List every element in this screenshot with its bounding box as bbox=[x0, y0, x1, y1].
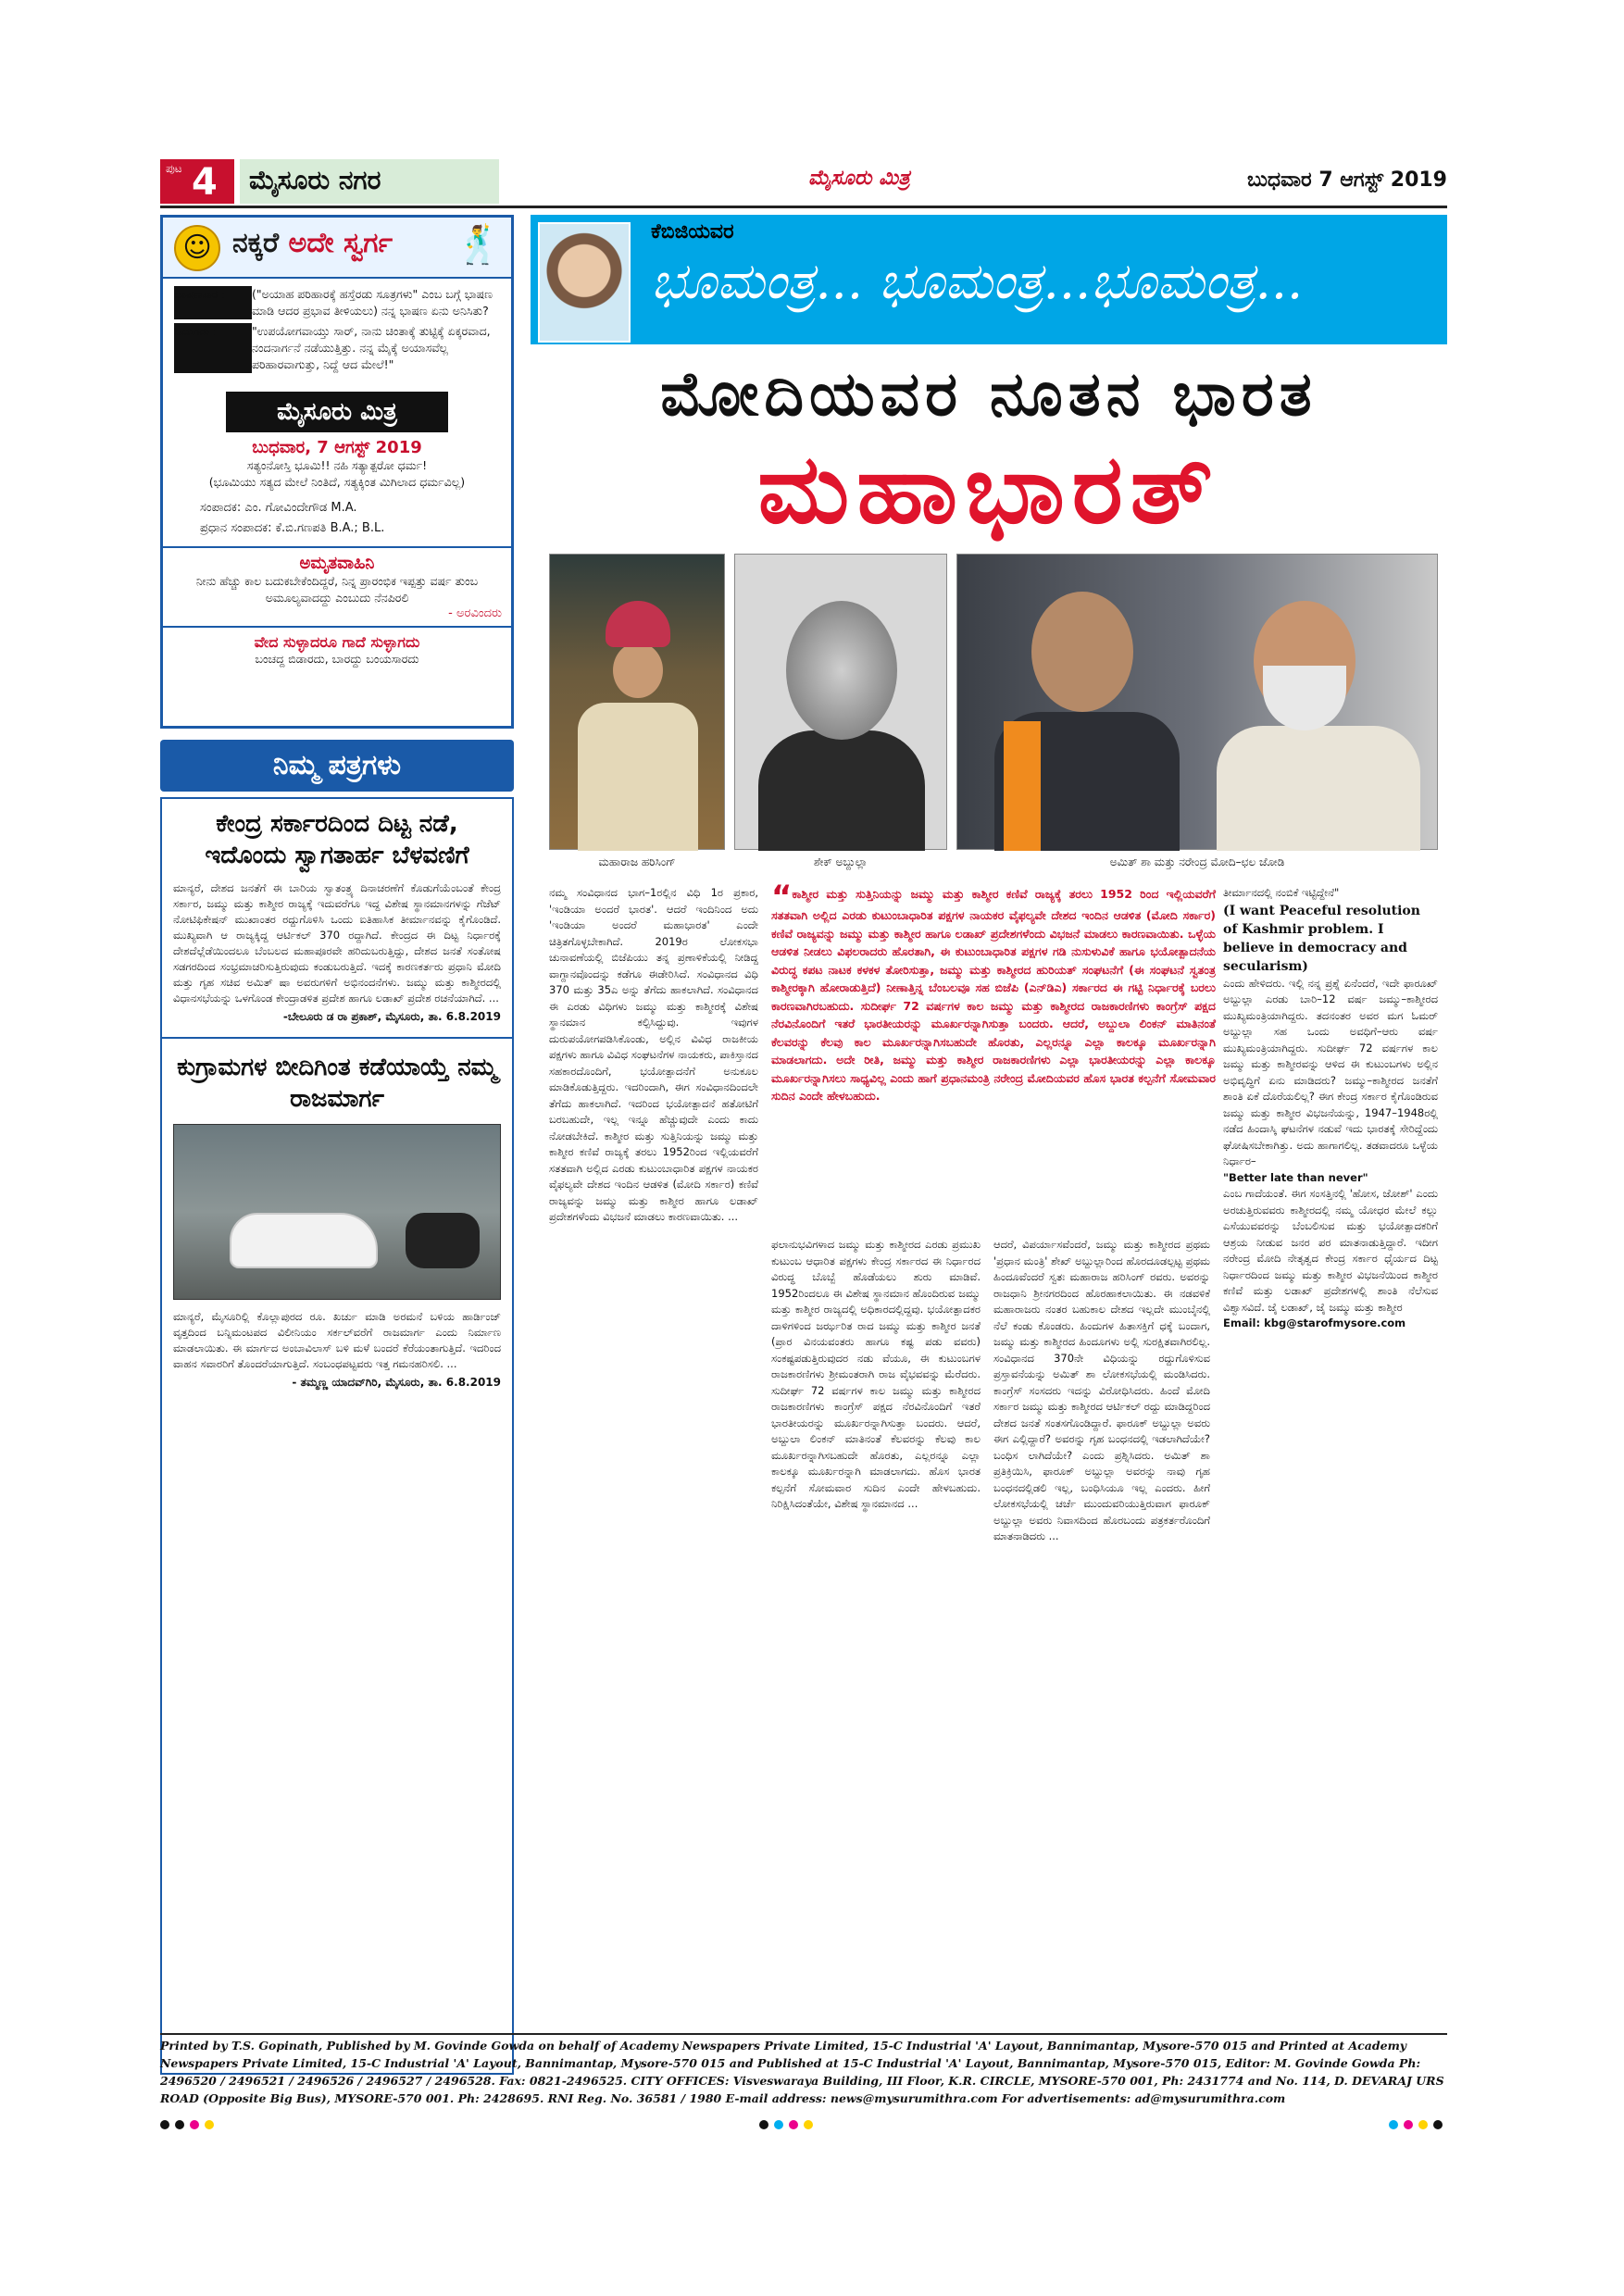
street-photo bbox=[173, 1124, 501, 1300]
letter-1-body: ಮಾನ್ಯರೆ, ದೇಶದ ಜನತೆಗೆ ಈ ಬಾರಿಯ ಸ್ವಾತಂತ್ರ್ಯ ದಿನಾಚರಣೆಗೆ ಕೊಡುಗೆಯೆಂಬಂತೆ ಕೇಂದ್ರ ಸರ್ಕಾರ, ಜಮ್ಮು ಮತ್ತು ಕಾಶ್ಮೀರ ರಾಜ್ಯಕ್ಕೆ ಇದುವರೆಗೂ ಇದ್ದ ವಿಶೇಷ ಸ್ಥಾನಮಾನಗಳನ್ನು ಗೆಜೆಟ್ ನೋಟಿಫಿಕೇಷನ್ ಮುಖಾಂತರ ರದ್ದುಗೊಳಿಸಿ ಒಂದು ಐತಿಹಾಸಿಕ ತೀರ್ಮಾನವನ್ನು ಕೈಗೊಂಡಿದೆ. ಮುಖ್ಯವಾಗಿ ಆ ರಾಜ್ಯಕ್ಕಿದ್ದ ಆರ್ಟಿಕಲ್ 370 ರದ್ದಾಗಿದೆ. ಕೇಂದ್ರದ ಈ ದಿಟ್ಟ ನಿರ್ಧಾರಕ್ಕೆ ದೇಶದೆಲ್ಲೆಡೆಯಿಂದಲೂ ಬೆಂಬಲದ ಮಹಾಪೂರವೇ ಹರಿದುಬರುತ್ತಿದ್ದು, ದೇಶದ ಜನತೆ ಸಂತೋಷ ಸಡಗರದಿಂದ ಸಂಭ್ರಮಾಚರಿಸುತ್ತಿರುವುದು ಕಂಡುಬರುತ್ತಿದೆ. ಇದಕ್ಕೆ ಕಾರಣಕರ್ತರು ಪ್ರಧಾನಿ ಮೋದಿ ಮತ್ತು ಗೃಹ ಸಚಿವ ಅಮಿತ್ ಷಾ ಅವರುಗಳಿಗೆ ಅಭಿನಂದನೆಗಳು. ಜಮ್ಮು ಮತ್ತು ಕಾಶ್ಮೀರದಲ್ಲಿ ವಿಧಾನಸಭೆಯನ್ನು ಒಳಗೊಂಡ ಕೇಂದ್ರಾಡಳಿತ ಪ್ರದೇಶ ಹಾಗೂ ಲಡಾಖ್ ಪ್ರದೇಶ ರಚನೆಯಾಗಿದೆ. ... bbox=[173, 881, 501, 1004]
headline: ಮೋದಿಯವರ ನೂತನ ಭಾರತ bbox=[660, 357, 1318, 430]
amrutavahini-box: ಅಮೃತವಾಹಿನಿ ನೀನು ಹೆಚ್ಚು ಕಾಲ ಬದುಕಬೇಕೆಂದಿದ್ದರೆ, ನಿನ್ನ ಪ್ರಾರಂಭಿಕ ಇಪ್ಪತ್ತು ವರ್ಷ ತುಂಬ ಅಮೂಲ್ಯವಾದದ್ದು ಎಂಬುದು ನೆನಪಿರಲಿ - ಅರವಿಂದರು bbox=[163, 546, 511, 626]
color-registration-marks bbox=[160, 2115, 219, 2133]
story-column-4: ತೀರ್ಮಾನದಲ್ಲಿ ನಂಬಿಕೆ ಇಟ್ಟಿದ್ದೇನೆ" (I want Peaceful resolution of Kashmir problem. I believe in democracy and secularism) ಎಂದು ಹೇಳಿದರು. ಇಲ್ಲಿ ನನ್ನ ಪ್ರಶ್ನೆ ಏನೆಂದರೆ, ಇದೇ ಫಾರೂಖ್ ಅಬ್ದುಲ್ಲಾ ಎರಡು ಬಾರಿ–12 ವರ್ಷ ಜಮ್ಮು–ಕಾಶ್ಮೀರದ ಮುಖ್ಯಮಂತ್ರಿಯಾಗಿದ್ದರು. ತದನಂತರ ಅವರ ಮಗ ಓಮರ್ ಅಬ್ದುಲ್ಲಾ ಸಹ ಒಂದು ಅವಧಿಗೆ–ಆರು ವರ್ಷ ಮುಖ್ಯಮಂತ್ರಿಯಾಗಿದ್ದರು. ಸುದೀರ್ಘ 72 ವರ್ಷಗಳ ಕಾಲ ಜಮ್ಮು ಮತ್ತು ಕಾಶ್ಮೀರವನ್ನು ಆಳಿದ ಈ ಕುಟುಂಬಗಳು ಅಲ್ಲಿನ ಅಭಿವೃದ್ಧಿಗೆ ಏನು ಮಾಡಿದರು? ಜಮ್ಮು–ಕಾಶ್ಮೀರದ ಜನತೆಗೆ ಶಾಂತಿ ಏಕೆ ದೊರೆಯಲಿಲ್ಲ? ಈಗ ಕೇಂದ್ರ ಸರ್ಕಾರ ಕೈಗೊಂಡಿರುವ ಜಮ್ಮು ಮತ್ತು ಕಾಶ್ಮೀರ ವಿಭಜನೆಯನ್ನು, 1947–1948ರಲ್ಲಿ ನಡೆದ ಹಿಂದಾಸ್ಕಿ ಘಟನೆಗಳ ನಡುವೆ ಇದು ಭಾರತಕ್ಕೆ ಸೇರಿದ್ದೆಂದು ಘೋಷಿಸಬೇಕಾಗಿತ್ತು. ಅದು ಹಾಗಾಗಲಿಲ್ಲ. ತಡವಾದರೂ ಒಳ್ಳೆಯ ನಿರ್ಧಾರ– "Better late than never" ಎಂಬ ಗಾದೆಯಂತೆ. ಈಗ ಸಂಸತ್ತಿನಲ್ಲಿ 'ಹೋಸ, ಜೋಶ್' ಎಂದು ಅರಚುತ್ತಿರುವವರು ಕಾಶ್ಮೀರದಲ್ಲಿ ನಮ್ಮ ಯೋಧರ ಮೇಲೆ ಕಲ್ಲು ಎಸೆಯುವವರನ್ನು ಬೆಂಬಲಿಸುವ ಮತ್ತು ಭಯೋತ್ಪಾದಕರಿಗೆ ಆಶ್ರಯ ನೀಡುವ ಜನರ ಪರ ಮಾತನಾಡುತ್ತಿದ್ದಾರೆ. ಇದೀಗ ನರೇಂದ್ರ ಮೋದಿ ನೇತೃತ್ವದ ಕೇಂದ್ರ ಸರ್ಕಾರ ಧೈರ್ಯದ ದಿಟ್ಟ ನಿರ್ಧಾರದಿಂದ ಜಮ್ಮು ಮತ್ತು ಕಾಶ್ಮೀರ ವಿಭಜನೆಯಿಂದ ಕಾಶ್ಮೀರ ಕಣಿವೆ ಮತ್ತು ಲಡಾಖ್ ಪ್ರದೇಶಗಳಲ್ಲಿ ಶಾಂತಿ ನೆಲೆಸುವ ವಿಶ್ವಾಸವಿದೆ. ಜೈ ಲಡಾಖ್, ಜೈ ಜಮ್ಮು ಮತ್ತು ಕಾಶ್ಮೀರ Email: kbg@starofmysore.com bbox=[1223, 885, 1438, 1332]
letters-banner: ನಿಮ್ಮ ಪತ್ರಗಳು bbox=[160, 740, 514, 792]
page-header bbox=[160, 159, 1447, 206]
header-rule bbox=[160, 206, 1447, 208]
header-date: ಬುಧವಾರ 7 ಆಗಸ್ಟ್ 2019 bbox=[1247, 168, 1447, 192]
letter-1-signature: -ಬೇಲೂರು ಡ ರಾ ಪ್ರಕಾಶ್, ಮೈಸೂರು, ತಾ. 6.8.2019 bbox=[282, 1010, 501, 1023]
divider bbox=[162, 1037, 512, 1039]
english-quote: (I want Peaceful resolution of Kashmir problem. I believe in democracy and secularism) bbox=[1223, 903, 1420, 974]
headline-red: ಮಹಾಭಾರತ್ bbox=[757, 431, 1220, 545]
motorbike-image bbox=[406, 1213, 480, 1268]
story-column-2: ಫಲಾನುಭವಿಗಳಾದ ಜಮ್ಮು ಮತ್ತು ಕಾಶ್ಮೀರದ ಎರಡು ಪ್ರಮುಖ ಕುಟುಂಬ ಆಧಾರಿತ ಪಕ್ಷಗಳು ಕೇಂದ್ರ ಸರ್ಕಾರದ ಈ ನಿರ್ಧಾರದ ವಿರುದ್ಧ ಬೊಬ್ಬೆ ಹೊಡೆಯಲು ಶುರು ಮಾಡಿವೆ. 1952ರಿಂದಲೂ ಈ ವಿಶೇಷ ಸ್ಥಾನಮಾನ ಹೊಂದಿರುವ ಜಮ್ಮು ಮತ್ತು ಕಾಶ್ಮೀರ ರಾಜ್ಯದಲ್ಲಿ ಅಧಿಕಾರದಲ್ಲಿದ್ದವು. ಭಯೋತ್ಪಾದಕರ ದಾಳಿಗಳಿಂದ ಜರ್ಝರಿತ ರಾದ ಜಮ್ಮು ಮತ್ತು ಕಾಶ್ಮೀರ ಜನತೆ (ಪ್ರಾರ ವಿನಯವಂತರು ಹಾಗೂ ಕಷ್ಟ ಪಡು ವವರು) ಸಂಕಷ್ಟಪಡುತ್ತಿರುವುದರ ನಡು ವೆಯೂ, ಈ ಕುಟುಂಬಗಳ ರಾಜಕಾರಣಿಗಳು ಶ್ರೀಮಂತರಾಗಿ ರಾಜ ವೈಭವವನ್ನು ಮೆರೆದರು. ಸುದೀರ್ಘ 72 ವರ್ಷಗಳ ಕಾಲ ಜಮ್ಮು ಮತ್ತು ಕಾಶ್ಮೀರದ ರಾಜಕಾರಣಿಗಳು ಕಾಂಗ್ರೆಸ್ ಪಕ್ಷದ ನೆರವಿನೊಂದಿಗೆ ಇತರೆ ಭಾರತೀಯರನ್ನು ಮೂರ್ಖರನ್ನಾಗಿಸುತ್ತಾ ಬಂದರು. ಆದರೆ, ಅಬ್ದುಲಾ ಲಿಂಕನ್ ಮಾತಿನಂತೆ ಕೆಲವರನ್ನು ಕೆಲವು ಕಾಲ ಮೂರ್ಖರನ್ನಾಗಿಸಬಹುದೇ ಹೊರತು, ಎಲ್ಲರನ್ನೂ ಎಲ್ಲಾ ಕಾಲಕ್ಕೂ ಮೂರ್ಖರನ್ನಾಗಿ ಮಾಡಲಾಗದು. ಹೊಸ ಭಾರತ ಕಲ್ಪನೆಗೆ ಸೋಮವಾರ ಸುದಿನ ಎಂದೇ ಹೇಳಬಹುದು. ನಿರಿಕ್ಷಿಸಿದಂತೆಯೇ, ವಿಶೇಷ ಸ್ಥಾನಮಾನದ ... bbox=[771, 1238, 981, 1510]
author-email[interactable]: Email: kbg@starofmysore.com bbox=[1223, 1316, 1406, 1329]
author-photo bbox=[538, 222, 631, 343]
joke-line: ಓದುಗರು : "ಉಪಯೋಗವಾಯ್ತು ಸಾರ್, ನಾನು ಚಿಂತಾಕ್ಕೆ ತುಟ್ಟಿಕ್ಕೆ ಏಕ್ಕರವಾದ, ನಂದನಾರ್ಗನೆ ನಡೆಯುತ್ತಿತ್ತು. ನನ್ನ ಮೈಕ್ಕೆ ಅಯಾಸವೆಲ್ಲ ಪರಿಹಾರವಾಗುತ್ತು, ನಿದ್ದೆ ಆದ ಮೇಲೆ!" bbox=[174, 324, 491, 371]
story-text: ನಮ್ಮ ಸಂವಿಧಾನದ ಭಾಗ–1ರಲ್ಲಿನ ವಿಧಿ 1ರ ಪ್ರಕಾರ, 'ಇಂಡಿಯಾ ಅಂದರೆ ಭಾರತ'. ಆದರೆ ಇಂದಿನಿಂದ ಅದು 'ಇಂಡಿಯಾ ಅಂದರೆ ಮಹಾಭಾರತ' ಎಂದೇ ಚಿತ್ರಿತಗೊಳ್ಳಬೇಕಾಗಿದೆ. 2019ರ ಲೋಕಸಭಾ ಚುನಾವಣೆಯಲ್ಲಿ ಬಿಜೆಪಿಯು ತನ್ನ ಪ್ರಣಾಳಿಕೆಯಲ್ಲಿ ನೀಡಿದ್ದ ವಾಗ್ದಾನವೊಂದನ್ನು ಕಡೆಗೂ ಈಡೇರಿಸಿದೆ. ಸಂವಿಧಾನದ ವಿಧಿ 370 ಮತ್ತು 35ಎ ಅನ್ನು ತೆಗೆದು ಹಾಕಲಾಗಿದೆ. ಸಂವಿಧಾನದ ಈ ಎರಡು ವಿಧಿಗಳು ಜಮ್ಮು ಮತ್ತು ಕಾಶ್ಮೀರಕ್ಕೆ ವಿಶೇಷ ಸ್ಥಾನಮಾನ ಕಲ್ಪಿಸಿದ್ದುವು. ಇವುಗಳ ದುರುಪಯೋಗಪಡಿಸಿಕೊಂಡು, ಅಲ್ಲಿನ ವಿವಿಧ ರಾಜಕೀಯ ಪಕ್ಷಗಳು ಹಾಗೂ ವಿವಿಧ ಸಂಘಟನೆಗಳ ನಾಯಕರು, ಪಾಕಿಸ್ತಾನದ ಸಹಕಾರದೊಂದಿಗೆ, ಭಯೋತ್ಪಾದನೆಗೆ ಅನುಕೂಲ ಮಾಡಿಕೊಡುತ್ತಿದ್ದರು. ಇದರಿಂದಾಗಿ, ಈಗ ಸಂವಿಧಾನದಿಂದಲೇ ತೆಗೆದು ಹಾಕಲಾಗಿದೆ. ಇದರಿಂದ ಭಯೋತ್ಪಾದನೆ ಹತೋಟಿಗೆ ಬರಬಹುದೇ, ಇಲ್ಲ ಇನ್ನೂ ಹೆಚ್ಚುವುದೇ ಎಂದು ಕಾದು ನೋಡಬೇಕಿದೆ. ಕಾಶ್ಮೀರ ಮತ್ತು ಸುತ್ತಿನಿಯನ್ನು ಜಮ್ಮು ಮತ್ತು ಕಾಶ್ಮೀರ ಕಣಿವೆ ರಾಜ್ಯಕ್ಕೆ ತರಲು 1952ರಿಂದ ಇಲ್ಲಿಯವರೆಗೆ ಸತತವಾಗಿ ಅಲ್ಲಿದ ಎರಡು ಕುಟುಂಬಾಧಾರಿತ ಪಕ್ಷಗಳ ನಾಯಕರ ವೈಫಲ್ಯವೇ ದೇಶದ ಇಂದಿನ ಆಡಳಿತ (ಮೋದಿ ಸರ್ಕಾರ) ಕಣಿವೆ ರಾಜ್ಯವನ್ನು ಜಮ್ಮು ಮತ್ತು ಕಾಶ್ಮೀರ ಹಾಗೂ ಲಡಾಖ್ ಪ್ರದೇಶಗಳೆಂದು ವಿಭಜನೆ ಮಾಡಲು ಕಾರಣವಾಯಿತು. ... bbox=[549, 886, 758, 1223]
quote-mark-icon: “ bbox=[771, 879, 793, 916]
masthead-logo: ಮೈಸೂರು ಮಿತ್ರ bbox=[808, 167, 910, 190]
caption-1: ಮಹಾರಾಜ ಹರಿಸಿಂಗ್ bbox=[598, 855, 676, 868]
column-banner bbox=[531, 215, 1447, 344]
column-kicker: ಕೆಬಿಜಿಯವರ bbox=[651, 220, 734, 243]
color-registration-marks bbox=[759, 2115, 818, 2133]
story-column-1 bbox=[549, 885, 758, 1226]
letters-box bbox=[160, 797, 514, 2075]
shah-modi-photo bbox=[956, 554, 1438, 850]
cartoon-figure-icon: 🕺 bbox=[456, 224, 502, 267]
color-registration-marks bbox=[1389, 2115, 1448, 2133]
sheikh-abdullah-photo bbox=[734, 554, 947, 850]
editor-credits: ಸಂಪಾದಕ: ಎಂ. ಗೋವಿಂದೇಗೌಡ M.A. ಪ್ರಧಾನ ಸಂಪಾದಕ: ಕೆ.ಬಿ.ಗಣಪತಿ B.A.; B.L. bbox=[200, 501, 385, 535]
footer-rule bbox=[160, 2033, 1447, 2035]
letter-2-signature: - ತಮ್ಮಣ್ಣ ಯಾದವ್‌ಗಿರಿ, ಮೈಸೂರು, ತಾ. 6.8.2019 bbox=[292, 1376, 501, 1389]
pull-quote: “ಕಾಶ್ಮೀರ ಮತ್ತು ಸುತ್ತಿನಿಯನ್ನು ಜಮ್ಮು ಮತ್ತು ಕಾಶ್ಮೀರ ಕಣಿವೆ ರಾಜ್ಯಕ್ಕೆ ತರಲು 1952 ರಿಂದ ಇಲ್ಲಿಯವರೆಗೆ ಸತತವಾಗಿ ಅಲ್ಲಿದ ಎರಡು ಕುಟುಂಬಾಧಾರಿತ ಪಕ್ಷಗಳ ನಾಯಕರ ವೈಫಲ್ಯವೇ ದೇಶದ ಇಂದಿನ ಆಡಳಿತ (ಮೋದಿ ಸರ್ಕಾರ) ಕಣಿವೆ ರಾಜ್ಯವನ್ನು ಜಮ್ಮು ಮತ್ತು ಕಾಶ್ಮೀರ ಹಾಗೂ ಲಡಾಖ್ ಪ್ರದೇಶಗಳೆಂದು ವಿಭಜನೆ ಮಾಡಲು ಕಾರಣವಾಯಿತು. ಒಳ್ಳೆಯ ಆಡಳಿತ ನೀಡಲು ವಿಫಲರಾದರು ಹೊರತಾಗಿ, ಈ ಕುಟುಂಬಾಧಾರಿತ ಪಕ್ಷಗಳ ಗಡಿ ನುಸುಳುವಿಕೆ ಹಾಗೂ ಭಯೋತ್ಪಾದನೆಯ ವಿರುದ್ಧ ಕಪಟ ನಾಟಕ ಕಳಕಳ ತೋರಿಸುತ್ತಾ, ಜಮ್ಮು ಮತ್ತು ಕಾಶ್ಮೀರದ ಹುರಿಯತ್ ಸಂಘಟನೆಗೆ (ಈ ಸಂಘಟನೆ ಸ್ವತಂತ್ರ ಕಾಶ್ಮೀರಕ್ಕಾಗಿ ಹೋರಾಡುತ್ತಿದೆ) ನೀಣಾತ್ತಿನ್ನ ಬೆಂಬಲವೂ ಸಹ ಬಿಜೆಪಿ (ಎನ್‌ಡಿಎ) ಸರ್ಕಾರದ ಈ ಗಟ್ಟಿ ನಿರ್ಧಾರಕ್ಕೆ ಬರಲು ಕಾರಣವಾಗಿರಬಹುದು. ಸುದೀರ್ಘ 72 ವರ್ಷಗಳ ಕಾಲ ಜಮ್ಮು ಮತ್ತು ಕಾಶ್ಮೀರದ ರಾಜಕಾರಣಿಗಳು ಕಾಂಗ್ರೆಸ್ ಪಕ್ಷದ ನೆರವಿನೊಂದಿಗೆ ಇತರೆ ಭಾರತೀಯರನ್ನು ಮೂರ್ಖರನ್ನಾಗಿಸುತ್ತಾ ಬಂದರು. ಆದರೆ, ಅಬ್ದುಲಾ ಲಿಂಕನ್ ಮಾತಿನಂತೆ ಕೆಲವರನ್ನು ಕೆಲವು ಕಾಲ ಮೂರ್ಖರನ್ನಾಗಿಸಬಹುದೇ ಹೊರತು, ಎಲ್ಲರನ್ನೂ ಎಲ್ಲಾ ಕಾಲಕ್ಕೂ ಮೂರ್ಖರನ್ನಾಗಿ ಮಾಡಲಾಗದು. ಅದೇ ರೀತಿ, ಜಮ್ಮು ಮತ್ತು ಕಾಶ್ಮೀರ ರಾಜಕಾರಣಿಗಳು ಎಲ್ಲಾ ಭಾರತೀಯರನ್ನು ಎಲ್ಲಾ ಕಾಲಕ್ಕೂ ಮೂರ್ಖರನ್ನಾಗಿಸಲು ಸಾಧ್ಯವಿಲ್ಲ ಎಂದು ಹಾಗೆ ಪ್ರಧಾನಮಂತ್ರಿ ನರೇಂದ್ರ ಮೋದಿಯವರ ಹೊಸ ಭಾರತ ಕಲ್ಪನೆಗೆ ಸೋಮವಾರ ಸುದಿನ ಎಂದೇ ಹೇಳಬಹುದು. bbox=[771, 879, 1216, 1103]
car-image bbox=[230, 1213, 378, 1268]
photo-strip bbox=[549, 554, 1438, 878]
page-number: 4 bbox=[192, 161, 218, 204]
main-story bbox=[531, 215, 1447, 1542]
nakkare-header bbox=[163, 218, 511, 279]
column-title: ಭೂಮಂತ್ರ... ಭೂಮಂತ್ರ...ಭೂಮಂತ್ರ... bbox=[651, 252, 1304, 310]
section-title: ಮೈಸೂರು ನಗರ bbox=[240, 159, 499, 204]
laughing-face-icon: ☺ bbox=[174, 225, 220, 271]
joke-line: ಭಾಷಣಕಾರ : ("ಅಯಾಹ ಪರಿಹಾರಕ್ಕೆ ಹಸ್ತೆರಡು ಸೂತ್ರಗಳು" ಎಂಬ ಬಗ್ಗೆ ಭಾಷಣ ಮಾಡಿ ಆದರ ಪ್ರಭಾವ ತೀಳಿಯಲು) ನನ್ನ ಭಾಷಣ ಏನು ಅನಿಸಿತು? bbox=[174, 287, 493, 318]
nakkare-title: ನಕ್ಕರೆ ಅದೇ ಸ್ವರ್ಗ bbox=[232, 227, 394, 259]
caption-2: ಶೇಕ್ ಅಬ್ದುಲ್ಲಾ bbox=[814, 855, 868, 868]
imprint-line: Printed by T.S. Gopinath, Published by M. Govinde Gowda on behalf of Academy Newspapers Private Limited, 15-C Industrial 'A' Layout, Bannimantap, Mysore-570 015 and Printed at Academy Newspapers Private Limited, 15-C Industrial 'A' Layout, Bannimantap, Mysore-570 015 and Published at 15-C Industrial 'A' Layout, Bannimantap, Mysore-570 015, Editor: M. Govinde Gowda Ph: 2496520 / 2496521 / 2496526 / 2496527 / 2496528. Fax: 0821-2496525. CITY OFFICES: Visveswaraya Building, III Floor, K.R. CIRCLE, MYSORE-570 001, Ph: 2431774 and No. 114, D. DEVARAJ URS ROAD (Opposite Big Bus), MYSORE-570 001. Ph: 2428695. RNI Reg. No. 36581 / 1980 E-mail address: news@mysurumithra.com For advertisements: ad@mysurumithra.com bbox=[160, 2039, 1444, 2105]
letter-2-body: ಮಾನ್ಯರೆ, ಮೈಸೂರಿಲ್ಲಿ ಕೊಲ್ಲಾಪುರದ ರೂ. ಖರ್ಚು ಮಾಡಿ ಅರಮನೆ ಬಳಿಯ ಹಾರ್ಡಿಂಜ್ ವೃತ್ತದಿಂದ ಬನ್ನಿಮಂಟಪದ ವಿಲೀನಿಯಂ ಸರ್ಕಲ್‌ವರೆಗೆ ರಾಜಮಾರ್ಗ ಎಂದು ನಿರ್ಮಾಣ ಮಾಡಲಾಯಿತು. ಈ ಮಾರ್ಗದ ಅಂಬಾವಿಲಾಸ್ ಬಳಿ ಮಳೆ ಬಂದರೆ ಕೆರೆಯಂತಾಗುತ್ತಿದೆ. ಇದರಿಂದ ವಾಹನ ಸವಾರರಿಗೆ ತೊಂದರೆಯಾಗುತ್ತಿದೆ. ಸಂಬಂಧಪಟ್ಟವರು ಇತ್ತ ಗಮನಹರಿಸಲಿ. ... bbox=[173, 1310, 501, 1370]
brand-date: ಬುಧವಾರ, 7 ಆಗಸ್ಟ್ 2019 bbox=[252, 438, 422, 457]
caption-3: ಅಮಿತ್ ಶಾ ಮತ್ತು ನರೇಂದ್ರ ಮೋದಿ–ಛಲ ಜೋಡಿ bbox=[1109, 855, 1285, 868]
english-phrase: "Better late than never" bbox=[1223, 1170, 1368, 1184]
page-number-badge bbox=[160, 159, 234, 204]
letter-2-title: ಕುಗ್ರಾಮಗಳ ಬೀದಿಗಿಂತ ಕಡೆಯಾಯ್ತೆ ನಮ್ಮ ರಾಜಮಾರ್ಗ bbox=[177, 1054, 497, 1113]
nakkare-joke bbox=[163, 279, 511, 384]
letter-1-title: ಕೇಂದ್ರ ಸರ್ಕಾರದಿಂದ ದಿಟ್ಟ ನಡೆ, ಇದೊಂದು ಸ್ವಾಗತಾರ್ಹ ಬೆಳವಣಿಗೆ bbox=[205, 810, 469, 869]
left-column bbox=[160, 215, 514, 2075]
nakkare-box bbox=[160, 215, 514, 729]
proverb-box: ವೇದ ಸುಳ್ಳಾದರೂ ಗಾದೆ ಸುಳ್ಳಾಗದು ಬಂಚದ್ದ ಬಿಡಾರದು, ಬಾರದ್ದು ಬಂಯಸಾರದು bbox=[163, 626, 511, 672]
page-label: ಪುಟ bbox=[166, 162, 182, 175]
brand-box: ಮೈಸೂರು ಮಿತ್ರ bbox=[226, 392, 448, 432]
motto: ಸತ್ಯಂನೋಸ್ತಿ ಭೂಮಿ!! ನಹಿ ಸತ್ಯಾತ್ಪರೋ ಧರ್ಮ! (ಭೂಮಿಯು ಸತ್ಯದ ಮೇಲೆ ನಿಂತಿದೆ, ಸತ್ಯಕ್ಕಿಂತ ಮಿಗಿಲಾದ ಧರ್ಮವಿಲ್ಲ) bbox=[208, 458, 466, 489]
story-column-3: ಆದರೆ, ವಿಪರ್ಯಾಸವೆಂದರೆ, ಜಮ್ಮು ಮತ್ತು ಕಾಶ್ಮೀರದ ಪ್ರಥಮ 'ಪ್ರಧಾನ ಮಂತ್ರಿ' ಶೇಖ್ ಅಬ್ದುಲ್ಲಾರಿಂದ ಹೊರದೂಡಲ್ಪಟ್ಟ ಪ್ರಥಮ ಹಿಂದೂವೆಂದರೆ ಸ್ವತಃ ಮಹಾರಾಜ ಹರಿಸಿಂಗ್ ರವರು. ಅವರನ್ನು ರಾಜಧಾನಿ ಶ್ರೀನಗರದಿಂದ ಹೊರಹಾಕಲಾಯಿತು. ಈ ನಡವಳಿಕೆ ಮಹಾರಾಜರು ನಂತರ ಬಹುಕಾಲ ದೇಶದ ಇಲ್ಲದೇ ಮುಂಬೈನಲ್ಲಿ ನೆಲೆ ಕಂಡು ಕೊಂಡರು. ಹಿಂದುಗಳ ಹಿತಾಸಕ್ತಿಗೆ ಧಕ್ಕೆ ಬಂದಾಗ, ಜಮ್ಮು ಮತ್ತು ಕಾಶ್ಮೀರದ ಹಿಂದೂಗಳು ಅಲ್ಲಿ ಸುರಕ್ಷಿತವಾಗಿರಲಿಲ್ಲ. ಸಂವಿಧಾನದ 370ನೇ ವಿಧಿಯನ್ನು ರದ್ದುಗೊಳಿಸುವ ಪ್ರಸ್ತಾವನೆಯನ್ನು ಅಮಿತ್ ಶಾ ಲೋಕಸಭೆಯಲ್ಲಿ ಮಂಡಿಸಿದರು. ಕಾಂಗ್ರೆಸ್ ಸಂಸದರು ಇದನ್ನು ವಿರೋಧಿಸಿದರು. ಹಿಂದೆ ಮೋದಿ ಸರ್ಕಾರ ಜಮ್ಮು ಮತ್ತು ಕಾಶ್ಮೀರದ ಆರ್ಟಿಕಲ್ ರದ್ದು ಮಾಡಿದ್ದರಿಂದ ದೇಶದ ಜನತೆ ಸಂತಸಗೊಂಡಿದ್ದಾರೆ. ಫಾರೂಕ್ ಅಬ್ದುಲ್ಲಾ ಅವರು ಈಗ ಎಲ್ಲಿದ್ದಾರೆ? ಅವರನ್ನು ಗೃಹ ಬಂಧನದಲ್ಲಿ ಇಡಲಾಗಿದೆಯೇ? ಬಂಧಿಸ ಲಾಗಿದೆಯೇ? ಎಂದು ಪ್ರಶ್ನಿಸಿದರು. ಅಮಿತ್ ಶಾ ಪ್ರತಿಕ್ರಿಯಿಸಿ, ಫಾರೂಕ್ ಅಬ್ದುಲ್ಲಾ ಅವರನ್ನು ನಾವು ಗೃಹ ಬಂಧನದಲ್ಲಿಡಲಿ ಇಲ್ಲ, ಬಂಧಿಸಿಯೂ ಇಲ್ಲ ಎಂದರು. ಹೀಗೆ ಲೋಕಸಭೆಯಲ್ಲಿ ಚರ್ಚೆ ಮುಂದುವರಿಯುತ್ತಿರುವಾಗ ಫಾರೂಕ್ ಅಬ್ದುಲ್ಲಾ ಅವರು ನಿವಾಸದಿಂದ ಹೊರಬಂದು ಪತ್ರಕರ್ತರೊಂದಿಗೆ ಮಾತನಾಡಿದರು ... bbox=[993, 1238, 1210, 1542]
maharaja-photo bbox=[549, 554, 725, 850]
